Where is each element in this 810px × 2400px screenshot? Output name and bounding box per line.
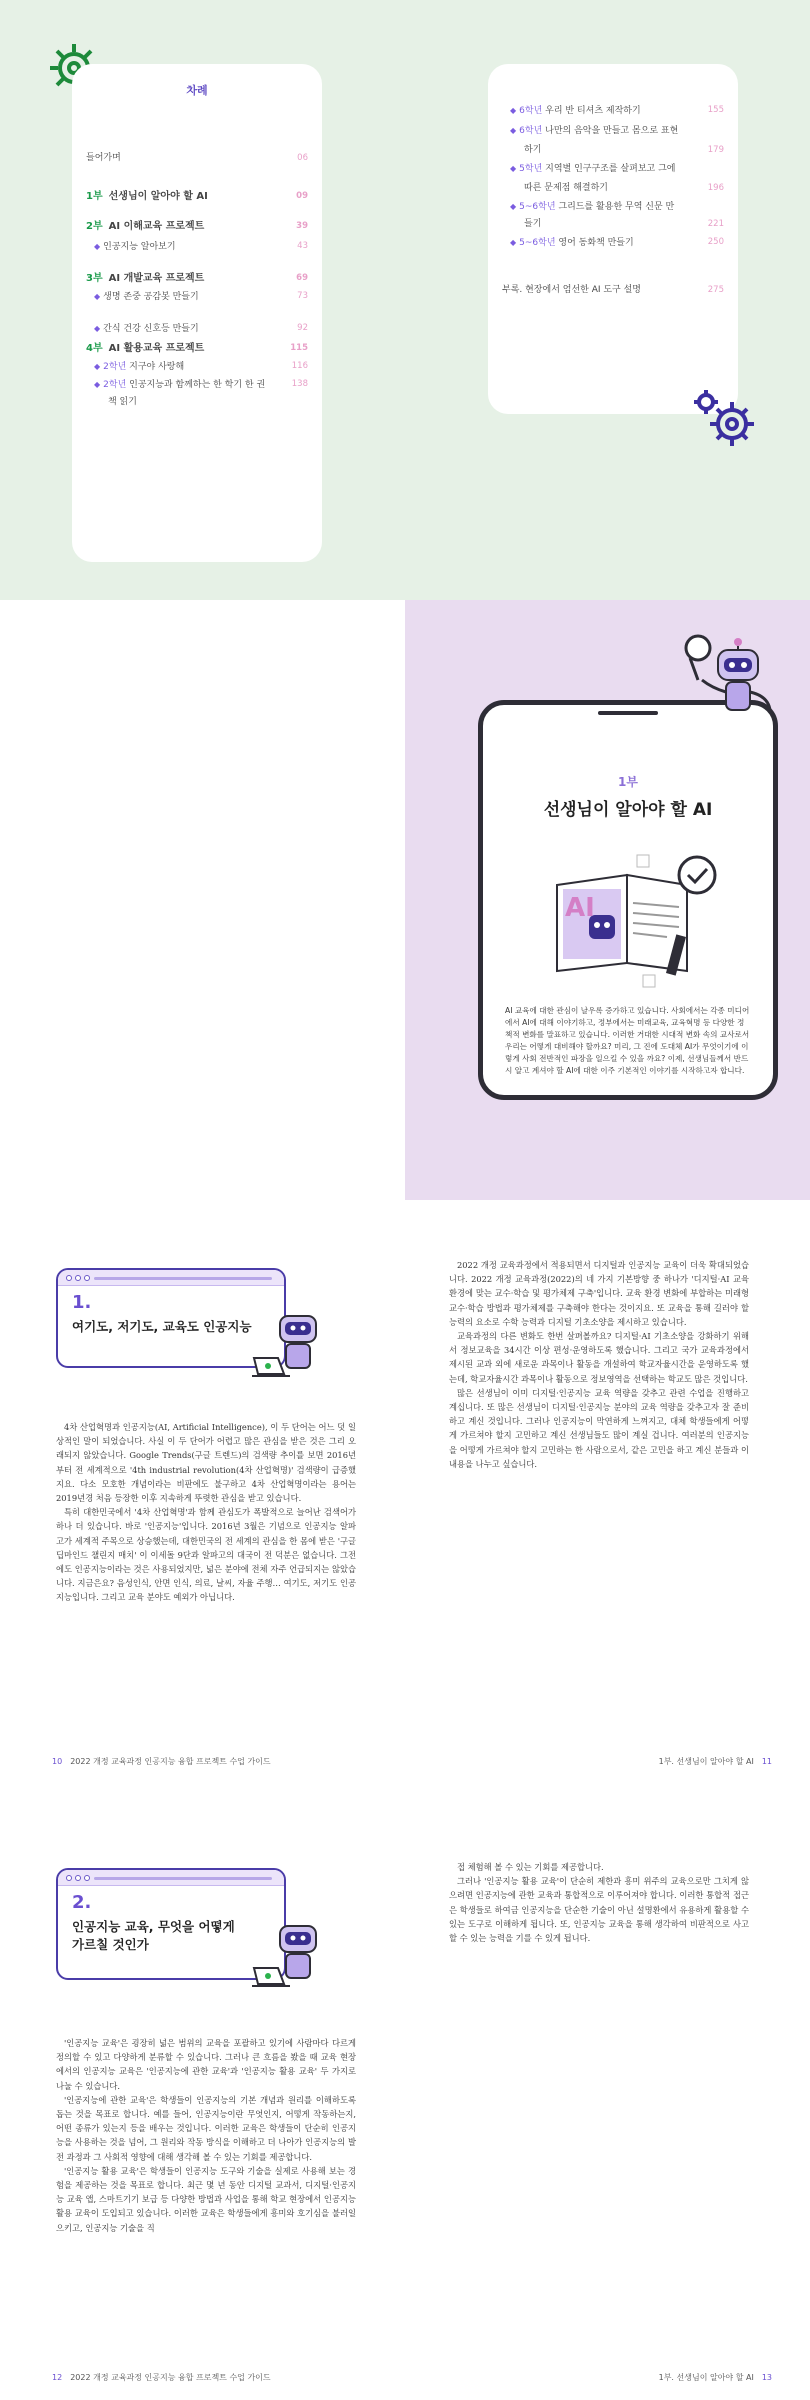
toc-entry-label: 하기 [524,145,542,155]
footer-right [659,2372,780,2383]
body-text-left [56,2036,356,2326]
paragraph: 교육과정의 다른 변화도 한번 살펴볼까요? 디지털·AI 기초소양을 강화하기 위해서 정보교육을 34시간 이상 편성·운영하도록 했습니다. 그리고 국가 교육과정에서 제시된 교과 외에 새로운 과목이나 활동을 개설하여 학교자율시간을 운영하도록 했는데, 학교자율시간 과목이나 활동으로 정보영역을 선택하는 학교도 많은 것입니다. [449,1331,749,1384]
grade-label: 6학년 [519,126,543,136]
page-12 [0,1800,405,2400]
book-ai-label: AI [565,893,595,923]
diamond-bullet-icon: ◆ [510,106,517,115]
toc-entry-label: 부록. 현장에서 엄선한 AI 도구 설명 [502,285,641,295]
grade-label: 6학년 [519,106,543,116]
chapter-number: 2. [72,1892,92,1913]
toc-page-number: 92 [297,323,308,333]
toc-entry[interactable] [502,104,724,118]
diamond-bullet-icon: ◆ [510,238,517,247]
toc-page-number: 06 [297,153,308,163]
toc-entry[interactable] [502,124,724,138]
toc-page-number: 115 [290,343,308,353]
chapter-number: 1. [72,1292,92,1313]
robot-laptop-icon [250,1920,326,1996]
chapter-title-line1: 인공지능 교육, 무엇을 어떻게 [72,1919,235,1934]
page-10 [0,1200,405,1800]
toc-entry-label: 지구야 사랑해 [129,362,185,372]
page-13 [405,1800,810,2400]
dot-icon [75,1275,81,1281]
toc-entry[interactable] [86,396,308,409]
body-text-right [449,1258,749,1698]
dot-icon [66,1275,72,1281]
toc-entry[interactable] [86,360,308,374]
toc-page-number: 250 [707,237,724,247]
part-name: 1부. 선생님이 알아야 할 AI [658,1757,754,1766]
toc-entry-label: AI 이해교육 프로젝트 [108,221,205,232]
paragraph: 특히 대한민국에서 '4차 산업혁명'과 함께 관심도가 폭발적으로 늘어난 검색어가 하나 더 있습니다. 바로 '인공지능'입니다. 2016년 3월은 기념으로 인공지능 알파고가 세계적 주목으로 상승했는데, 대한민국의 전 세계의 관심을 한 몸에 받은 '구글 딥마인드 챌린지 매치' 이 이세돌 9단과 알파고의 대국이 전 덕분은 없습니다. 그전에도 인공지능이라는 것은 사용되었지만, 넓은 분야에 전체 자주 언급되지는 않았습니다. 지금은요? 음성인식, 안면 인식, 의료, 날씨, 자율 주행… 여기도, 저기도 인공지능입니다. 그리고 교육 분야도 예외가 아닙니다. [56,1507,356,1603]
book-title: 2022 개정 교육과정 인공지능 융합 프로젝트 수업 가이드 [70,2373,271,2382]
grade-label: 2학년 [103,380,127,390]
diamond-bullet-icon: ◆ [94,362,101,371]
robot-laptop-icon [250,1310,326,1386]
toc-entry[interactable] [86,272,308,285]
toc-page-number: 09 [296,191,308,201]
dot-icon [66,1875,72,1881]
toc-entry-label: 우리 반 티셔츠 제작하기 [545,106,641,116]
part-title: 선생님이 알아야 할 AI [543,800,713,820]
toc-page-number: 138 [291,379,308,389]
toc-page-number: 221 [707,219,724,229]
part-number: 1부 [86,191,103,202]
toc-card-right [488,64,738,414]
toc-entry[interactable] [502,236,724,250]
toc-page-number: 196 [707,183,724,193]
toc-entry-label: AI 활용교육 프로젝트 [108,343,205,354]
page-number: 10 [52,1757,63,1766]
toc-entry[interactable] [86,220,308,233]
toc-entry[interactable] [502,144,724,157]
paragraph: '인공지능 활용 교육'은 학생들이 인공지능 도구와 기술을 실제로 사용해 보는 경험을 제공하는 것을 목표로 합니다. 최근 몇 년 동안 디지털 교과서, 디지털·인공지능 교육 앱, 스마트기기 보급 등 다양한 방법과 사업을 통해 학교 현장에서 인공지능 활용 교육이 도입되고 있습니다. 이러한 교육은 학생들에게 흥미와 호기심을 불러일으키고, 인공지능 기술을 직 [56,2165,356,2233]
toc-entry-label: 책 읽기 [108,397,137,407]
toc-entry-label: AI 개발교육 프로젝트 [108,273,205,284]
toc-entry[interactable] [86,152,308,165]
diamond-bullet-icon: ◆ [510,202,517,211]
toc-entry[interactable] [502,182,724,195]
toc-page-number: 155 [707,105,724,115]
footer-left [44,1756,271,1767]
toc-entry[interactable] [86,378,308,392]
footer-right [659,1756,780,1767]
toc-entry[interactable] [502,200,724,214]
part-name: 1부. 선생님이 알아야 할 AI [658,2373,754,2382]
toc-entry-label: 인공지능과 함께하는 한 학기 한 권 [129,380,266,390]
toc-page-number: 43 [297,241,308,251]
toc-entry-label: 나만의 음악을 만들고 몸으로 표현 [545,126,679,136]
header-line [94,1277,272,1280]
grade-label: 5학년 [519,164,543,174]
toc-page-number: 179 [707,145,724,155]
diamond-bullet-icon: ◆ [510,126,517,135]
toc-entry-label: 지역별 인구구조를 살펴보고 그에 [545,164,676,174]
header-line [94,1877,272,1880]
chapter-title-line2: 가르칠 것인가 [72,1937,149,1952]
diamond-bullet-icon: ◆ [94,380,101,389]
diamond-bullet-icon: ◆ [94,292,101,301]
paragraph: 4차 산업혁명과 인공지능(AI, Artificial Intelligence), 이 두 단어는 어느 덧 일상적인 말이 되었습니다. 사실 이 두 단어가 어렵고 많은 관심을 받은 것은 그리 오래되지 않았습니다. Google Trends(구글 트렌드)의 검색량 추이를 보면 2016년부터 전 세계적으로 '4th industrial revolution(4차 산업혁명)' 검색량이 급증했지요. 다소 모호한 개념이라는 비판에도 불구하고 4차 산업혁명이라는 용어는 2019년경 처음 등장한 이후 지속하게 뚜렷한 관심을 받고 있습니다. [56,1422,356,1504]
paragraph: '인공지능 교육'은 굉장히 넓은 범위의 교육을 포괄하고 있기에 사람마다 다르게 정의할 수 있고 다양하게 분류할 수 있습니다. 그러나 큰 흐름을 봤을 때 교육 현장에서의 인공지능 교육은 '인공지능에 관한 교육'과 '인공지능 활용 교육' 두 가지로 나눌 수 있습니다. [56,2038,356,2091]
toc-entry[interactable] [502,218,724,231]
dot-icon [75,1875,81,1881]
toc-entry-label: 선생님이 알아야 할 AI [108,191,208,202]
toc-page-number: 116 [291,361,308,371]
toc-entry-label: 인공지능 알아보기 [103,242,176,252]
grade-label: 2학년 [103,362,127,372]
toc-page-number: 73 [297,291,308,301]
header-bar [58,1870,284,1886]
footer-left [44,2372,271,2383]
dot-icon [84,1875,90,1881]
part-number: 4부 [86,343,103,354]
header-bar [58,1270,284,1286]
part-number: 2부 [86,221,103,232]
toc-entry-label: 들어가며 [86,153,121,163]
tablet-notch [598,711,658,715]
toc-entry-label: 생명 존중 공감봇 만들기 [103,292,199,302]
paragraph: 접 체험해 볼 수 있는 기회를 제공합니다. [457,1862,604,1872]
part-number: 3부 [86,273,103,284]
toc-page-number: 39 [296,221,308,231]
grade-label: 5~6학년 [519,238,556,248]
body-text-right [449,1860,749,2060]
toc-entry-label: 영어 동화책 만들기 [558,238,634,248]
toc-entry[interactable] [86,322,308,336]
paragraph: '인공지능에 관한 교육'은 학생들이 인공지능의 기본 개념과 원리를 이해하도록 돕는 것을 목표로 합니다. 예를 들어, 인공지능이란 무엇인지, 어떻게 작동하는지, 어떤 종류가 있는지 등을 배우는 것입니다. 이러한 교육은 학생들이 단순히 인공지능을 사용하는 것을 넘어, 그 원리와 작동 방식을 이해하고 더 나아가 인공지능의 발전 과정과 그 사회적 영향에 대해 생각해 볼 수 있는 기회를 제공합니다. [56,2094,356,2162]
gears-icon [690,380,760,460]
page-number: 12 [52,2373,63,2382]
page-11 [405,1200,810,1800]
tablet-frame [478,700,778,1100]
toc-entry[interactable] [86,342,308,355]
paragraph: 많은 선생님이 이미 디지털·인공지능 교육 역량을 갖추고 관련 수업을 진행하고 계십니다. 또 많은 선생님이 디지털·인공지능 분야의 교육 역량을 갖추고자 잘 준비하고 계신 것입니다. 그러나 인공지능이 막연하게 느껴지고, 대체 학생들에게 어떻게 가르쳐야 할지 고민하고 계신 선생님들도 많이 계실 겁니다. 여러분의 인공지능을 어떻게 가르쳐야 할지 고민하는 한 사람으로서, 같은 고민을 하고 계신 분들과 이 내용을 나누고 싶습니다. [449,1387,749,1469]
spread-1 [0,1200,810,1800]
toc-entry-label: 그리드를 활용한 무역 신문 만 [558,202,675,212]
toc-entry[interactable] [86,190,308,203]
toc-entry-label: 간식 건강 신호등 만들기 [103,324,199,334]
diamond-bullet-icon: ◆ [510,164,517,173]
toc-entry[interactable] [86,290,308,304]
toc-entry-label: 들기 [524,219,542,229]
toc-page-number: 275 [707,285,724,295]
book-title: 2022 개정 교육과정 인공지능 융합 프로젝트 수업 가이드 [70,1757,271,1766]
page-number: 11 [761,1757,772,1766]
toc-page-number: 69 [296,273,308,283]
paragraph: 그러나 '인공지능 활용 교육'이 단순히 제한과 흥미 위주의 교육으로만 그치게 않으려면 인공지능에 관한 교육과 통합적으로 이루어져야 합니다. 이러한 통합적 접근은 학생들로 하여금 인공지능을 단순한 기술이 아닌 설명환에서 유용하게 활용할 수 있는 도구로 이해하게 됩니다. 또, 인공지능 교육을 통해 생각하여 비판적으로 사고할 수 있는 능력을 기를 수 있게 됩니다. [449,1876,749,1944]
diamond-bullet-icon: ◆ [94,242,101,251]
body-text-left [56,1420,356,1718]
spread-2 [0,1800,810,2400]
toc-entry[interactable] [502,162,724,176]
paragraph: 2022 개정 교육과정에서 적용되면서 디지털과 인공지능 교육이 더욱 확대되었습니다. 2022 개정 교육과정(2022)의 네 가지 기본방향 중 하나가 '디지털·AI 교육 환경에 맞는 교수·학습 및 평가체제 구축'입니다. 교육 환경 변화에 부합하는 미래형 교수·학습 방법과 평가체제를 구축해야 한다는 것이지요. 또 교육을 통해 길러야 할 능력의 요소로 수학 능력과 디지털 기초소양을 제시하고 있습니다. [449,1260,749,1327]
robot-icon [668,630,778,740]
grade-label: 5~6학년 [519,202,556,212]
chapter-title: 여기도, 저기도, 교육도 인공지능 [72,1319,252,1334]
toc-entry[interactable] [86,240,308,254]
toc-card-left [72,64,322,562]
diamond-bullet-icon: ◆ [94,324,101,333]
dot-icon [84,1275,90,1281]
part-intro-text: AI 교육에 대한 관심이 날우록 증가하고 있습니다. 사회에서는 각종 미디어에서 AI에 대해 이야기하고, 정부에서는 미래교육, 교육혁명 등 다양한 정책적 변화를 말표하고 있습니다. 이러한 거대한 시대적 변화 속의 교사로서 우리는 어떻게 대비해야 할까요? 미리, 그 진에 도대체 AI가 무엇이기에 이렇게 사회 전반적인 파장을 일으킬 수 있을 까요? 이제, 선생님들께서 반드시 알고 계셔야 할 AI에 대한 이주 기본적인 이야기를 시작하고자 합니다. [505,1006,750,1075]
toc-section [0,0,810,600]
toc-entry-label: 따른 문제점 해결하기 [524,183,608,193]
part-label: 1부 [618,775,638,789]
page-number: 13 [761,2373,772,2382]
toc-entry[interactable] [502,284,724,297]
toc-title: 차례 [186,84,208,97]
